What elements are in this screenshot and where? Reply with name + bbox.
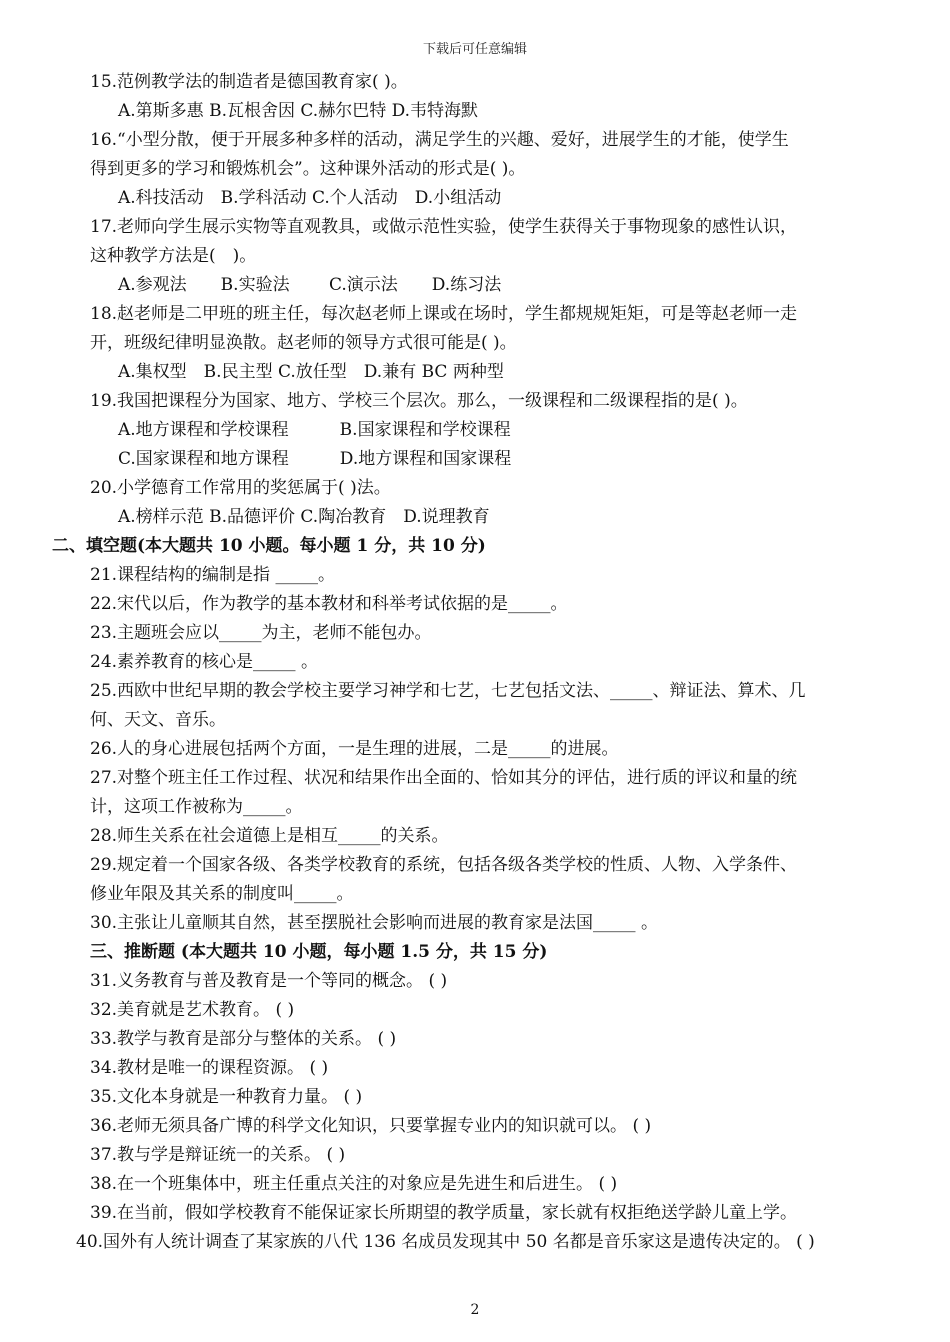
page-header: 下载后可任意编辑 (422, 42, 527, 57)
question-18-cont: 开，班级纪律明显涣散。赵老师的领导方式很可能是( )。 (90, 333, 517, 353)
question-20-options: A.榜样示范 B.品德评价 C.陶冶教育 D.说理教育 (118, 507, 490, 527)
question-21: 21.课程结构的编制是指 _____。 (90, 565, 335, 585)
question-31: 31.义务教育与普及教育是一个等同的概念。 ( ) (90, 971, 448, 991)
question-40: 40.国外有人统计调查了某家族的八代 136 名成员发现其中 50 名都是音乐家这是遗传决定的。 ( ) (76, 1232, 815, 1252)
question-34: 34.教材是唯一的课程资源。 ( ) (90, 1058, 329, 1078)
section-heading-true-false: 三、推断题 (本大题共 10 小题，每小题 1.5 分，共 15 分) (90, 942, 548, 962)
question-37: 37.教与学是辩证统一的关系。 ( ) (90, 1145, 346, 1165)
section-heading-fill-blank: 二、填空题(本大题共 10 小题。每小题 1 分，共 10 分) (52, 536, 486, 556)
question-22: 22.宋代以后，作为教学的基本教材和科举考试依据的是_____。 (90, 594, 568, 614)
question-30: 30.主张让儿童顺其自然，甚至摆脱社会影响而进展的教育家是法国_____ 。 (90, 913, 658, 933)
question-29: 29.规定着一个国家各级、各类学校教育的系统，包括各级各类学校的性质、人物、入学条件、 (90, 855, 798, 875)
question-38: 38.在一个班集体中，班主任重点关注的对象应是先进生和后进生。 ( ) (90, 1174, 618, 1194)
question-17-cont: 这种教学方法是( )。 (90, 246, 257, 266)
question-19-options-cd: C.国家课程和地方课程 D.地方课程和国家课程 (118, 449, 512, 469)
question-15: 15.范例教学法的制造者是德国教育家( )。 (90, 72, 408, 92)
question-27-cont: 计，这项工作被称为_____。 (90, 797, 303, 817)
question-15-options: A.第斯多惠 B.瓦根舍因 C.赫尔巴特 D.韦特海默 (118, 101, 479, 121)
question-17: 17.老师向学生展示实物等直观教具，或做示范性实验，使学生获得关于事物现象的感性认识， (90, 217, 798, 237)
question-29-cont: 修业年限及其关系的制度叫_____。 (90, 884, 354, 904)
question-20: 20.小学德育工作常用的奖惩属于( )法。 (90, 478, 391, 498)
question-24: 24.素养教育的核心是_____ 。 (90, 652, 318, 672)
question-16-options: A.科技活动 B.学科活动 C.个人活动 D.小组活动 (118, 188, 502, 208)
question-25-cont: 何、天文、音乐。 (90, 710, 226, 730)
question-16: 16.“小型分散，便于开展多种多样的活动，满足学生的兴趣、爱好，进展学生的才能，使学生 (90, 130, 789, 150)
question-35: 35.文化本身就是一种教育力量。 ( ) (90, 1087, 363, 1107)
question-28: 28.师生关系在社会道德上是相互_____的关系。 (90, 826, 449, 846)
page-number: 2 (470, 1302, 480, 1318)
question-18-options: A.集权型 B.民主型 C.放任型 D.兼有 BC 两种型 (118, 362, 504, 382)
question-25: 25.西欧中世纪早期的教会学校主要学习神学和七艺，七艺包括文法、_____、辩证法、算术、几 (90, 681, 806, 701)
question-19: 19.我国把课程分为国家、地方、学校三个层次。那么，一级课程和二级课程指的是( )。 (90, 391, 748, 411)
question-23: 23.主题班会应以_____为主，老师不能包办。 (90, 623, 432, 643)
question-36: 36.老师无须具备广博的科学文化知识，只要掌握专业内的知识就可以。 ( ) (90, 1116, 652, 1136)
question-17-options: A.参观法 B.实验法 C.演示法 D.练习法 (118, 275, 502, 295)
question-19-options-ab: A.地方课程和学校课程 B.国家课程和学校课程 (118, 420, 511, 440)
question-32: 32.美育就是艺术教育。 ( ) (90, 1000, 295, 1020)
question-18: 18.赵老师是二甲班的班主任，每次赵老师上课或在场时，学生都规规矩矩，可是等赵老师一走 (90, 304, 798, 324)
question-27: 27.对整个班主任工作过程、状况和结果作出全面的、恰如其分的评估，进行质的评议和量的统 (90, 768, 798, 788)
question-39: 39.在当前，假如学校教育不能保证家长所期望的教学质量，家长就有权拒绝送学龄儿童上学。 (90, 1203, 798, 1223)
question-33: 33.教学与教育是部分与整体的关系。 ( ) (90, 1029, 397, 1049)
question-26: 26.人的身心进展包括两个方面，一是生理的进展，二是_____的进展。 (90, 739, 619, 759)
question-16-cont: 得到更多的学习和锻炼机会”。这种课外活动的形式是( )。 (90, 159, 526, 179)
